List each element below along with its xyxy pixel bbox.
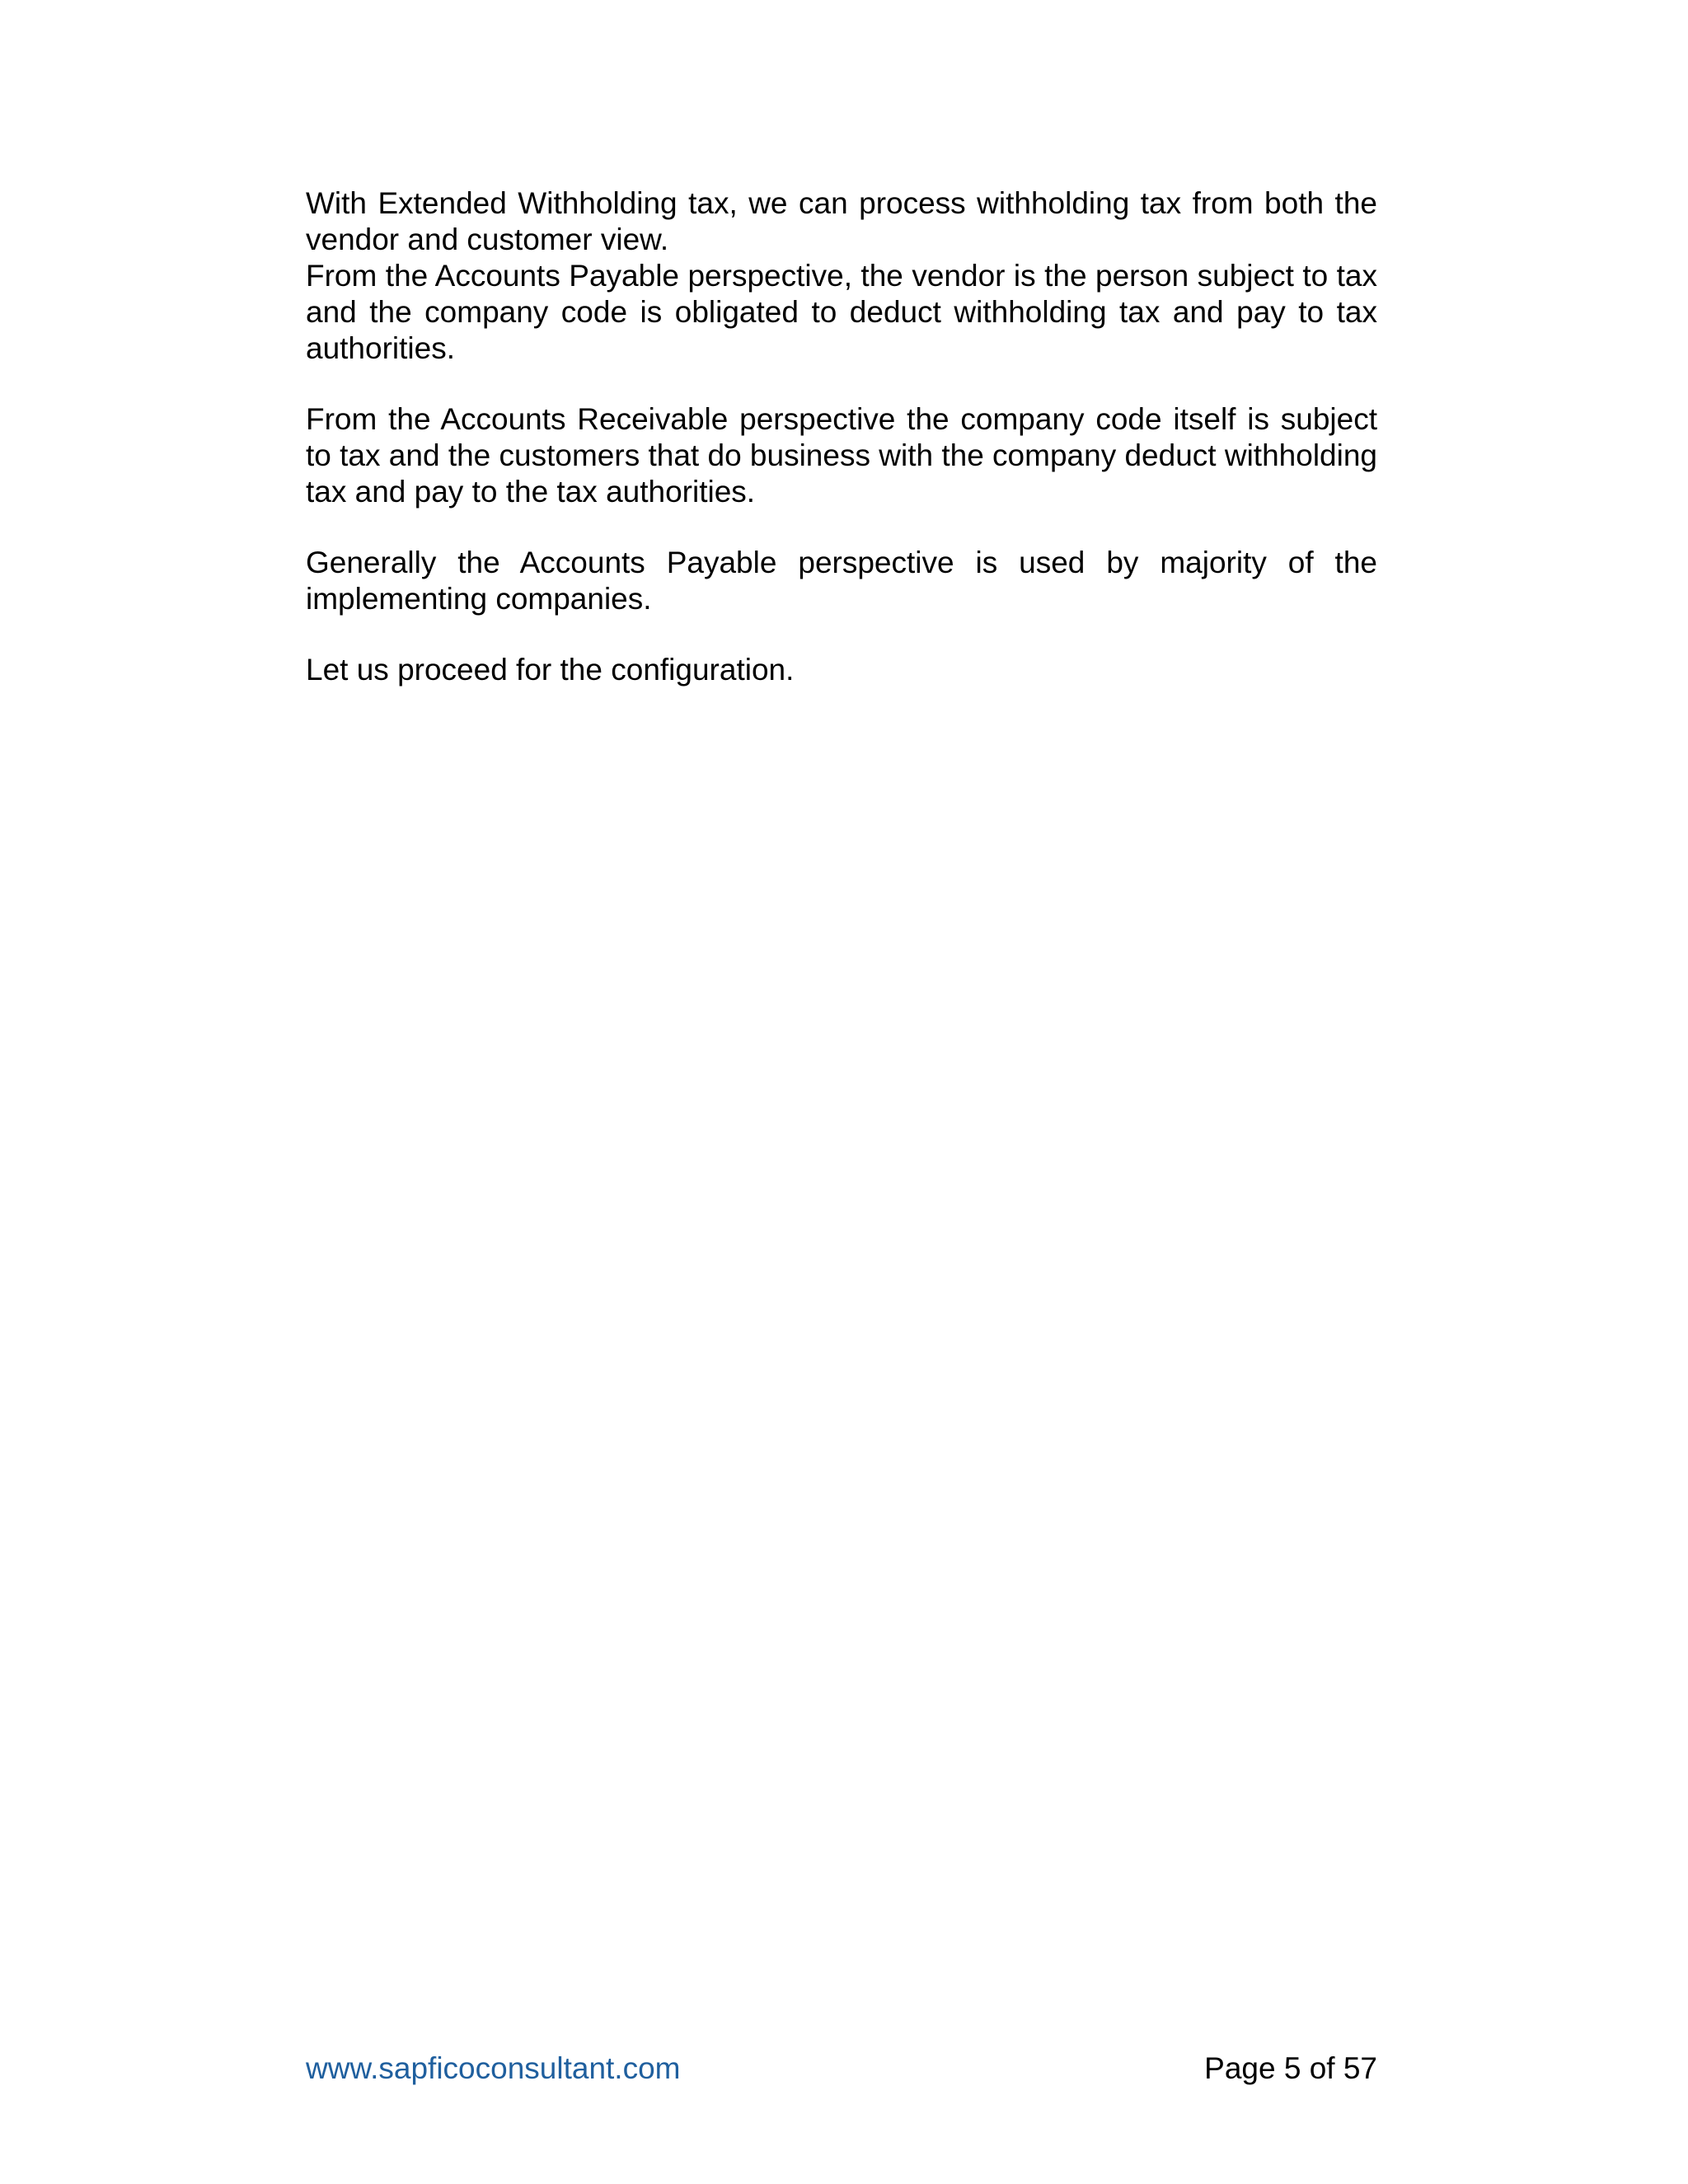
paragraph-proceed: Let us proceed for the configuration. xyxy=(306,653,795,687)
footer-website-link[interactable]: www.sapficoconsultant.com xyxy=(306,2051,681,2085)
paragraph-accounts-receivable: From the Accounts Receivable perspective the company code itself is subject to tax and the customers that do business with the company deduct withholding tax and pay to the tax authorities. xyxy=(306,402,1377,509)
paragraph-majority: Generally the Accounts Payable perspective is used by majority of the implementing companies. xyxy=(306,546,1377,616)
document-body xyxy=(306,185,1377,688)
footer-page-number: Page 5 of 57 xyxy=(1204,2051,1377,2085)
paragraph-accounts-payable: From the Accounts Payable perspective, the vendor is the person subject to tax and the company code is obligated to deduct withholding tax and pay to tax authorities. xyxy=(306,259,1377,365)
paragraph-intro: With Extended Withholding tax, we can process withholding tax from both the vendor and customer view. xyxy=(306,186,1377,256)
